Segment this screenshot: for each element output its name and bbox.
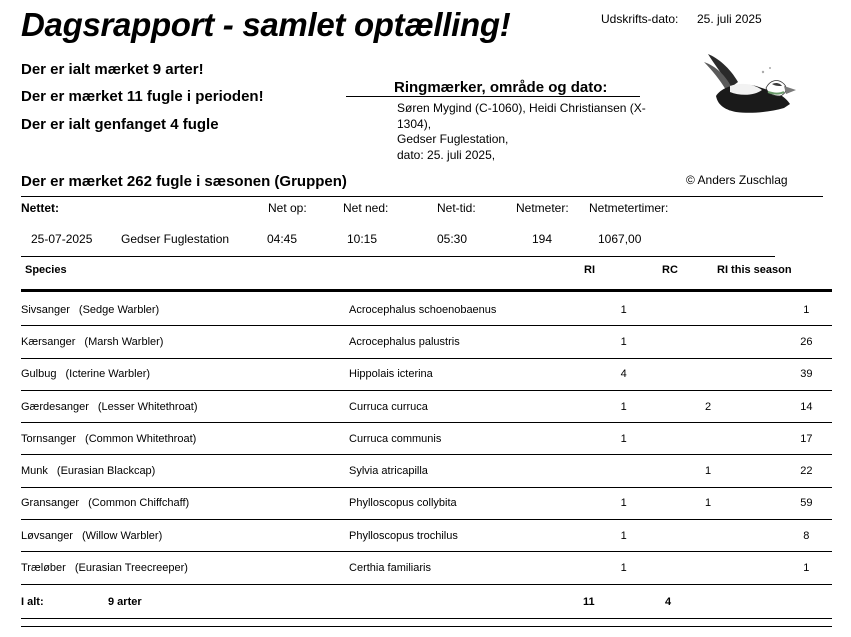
species-name-cell <box>21 423 349 455</box>
net-time-value: 05:30 <box>437 232 468 246</box>
total-label: I alt: <box>21 596 44 608</box>
table-row <box>21 520 832 552</box>
ri-header: RI <box>584 264 595 276</box>
spacer <box>721 294 781 326</box>
species-latin-name: Certhia familiaris <box>349 552 611 584</box>
species-danish-name: Gulbug <box>21 368 57 381</box>
net-time-header: Net-tid: <box>437 201 476 215</box>
net-meter-hours-value: 1067,00 <box>598 232 642 246</box>
species-name-cell <box>21 455 349 487</box>
species-ri: 1 <box>611 520 637 552</box>
ringers-location: Gedser Fuglestation, <box>397 132 509 146</box>
spacer <box>636 487 695 519</box>
species-danish-name: Kærsanger <box>21 335 76 348</box>
species-english-name: (Common Whitethroat) <box>85 432 197 445</box>
species-ri: 1 <box>611 390 637 422</box>
ringers-date: dato: 25. juli 2025, <box>397 147 496 162</box>
species-name-cell <box>21 390 349 422</box>
spacer <box>636 455 695 487</box>
spacer <box>721 358 781 390</box>
net-divider <box>21 196 823 197</box>
print-date-label: Udskrifts-dato: <box>601 12 679 26</box>
total-bottom-rule <box>21 626 832 627</box>
total-top-rule <box>21 618 832 619</box>
spacer <box>721 326 781 358</box>
species-latin-name: Curruca communis <box>349 423 611 455</box>
species-danish-name: Munk <box>21 465 48 478</box>
species-ri: 1 <box>611 487 637 519</box>
copyright: © Anders Zuschlag <box>686 173 788 187</box>
summary-species: Der er ialt mærket 9 arter! <box>21 61 204 78</box>
species-latin-name: Acrocephalus palustris <box>349 326 611 358</box>
species-latin-name: Hippolais icterina <box>349 358 611 390</box>
species-rc <box>695 326 721 358</box>
table-row <box>21 358 832 390</box>
table-header-rule <box>21 289 832 292</box>
spacer <box>721 390 781 422</box>
species-ri <box>611 455 637 487</box>
species-name-cell <box>21 520 349 552</box>
species-danish-name: Gærdesanger <box>21 400 89 413</box>
species-ri: 4 <box>611 358 637 390</box>
species-danish-name: Gransanger <box>21 497 80 510</box>
table-row <box>21 455 832 487</box>
species-season: 1 <box>781 552 832 584</box>
net-label: Nettet: <box>21 201 59 215</box>
spacer <box>636 326 695 358</box>
species-rc <box>695 520 721 552</box>
table-row <box>21 326 832 358</box>
species-ri: 1 <box>611 294 637 326</box>
species-latin-name: Phylloscopus trochilus <box>349 520 611 552</box>
species-danish-name: Sivsanger <box>21 303 70 316</box>
total-species: 9 arter <box>108 596 142 608</box>
ringers-names: Søren Mygind (C-1060), Heidi Christiansen (X-1304), <box>397 101 646 131</box>
net-up-header: Net op: <box>268 201 307 215</box>
spacer <box>636 358 695 390</box>
rc-header: RC <box>662 264 678 276</box>
spacer <box>721 520 781 552</box>
print-date-value: 25. juli 2025 <box>697 12 762 26</box>
spacer <box>721 552 781 584</box>
species-season: 59 <box>781 487 832 519</box>
species-english-name: (Eurasian Treecreeper) <box>74 562 188 575</box>
species-latin-name: Curruca curruca <box>349 390 611 422</box>
species-english-name: (Lesser Whitethroat) <box>97 400 198 413</box>
ringers-text <box>397 101 677 163</box>
species-season: 8 <box>781 520 832 552</box>
species-latin-name: Sylvia atricapilla <box>349 455 611 487</box>
species-rc <box>695 358 721 390</box>
table-row <box>21 487 832 519</box>
species-table <box>21 294 832 585</box>
species-danish-name: Løvsanger <box>21 529 73 542</box>
species-season: 17 <box>781 423 832 455</box>
season-header: RI this season <box>717 264 792 276</box>
total-rc: 4 <box>665 596 672 608</box>
table-row <box>21 294 832 326</box>
ringers-heading: Ringmærker, område og dato: <box>394 79 608 96</box>
spacer <box>721 423 781 455</box>
species-name-cell <box>21 487 349 519</box>
species-season: 14 <box>781 390 832 422</box>
table-row <box>21 423 832 455</box>
species-season: 22 <box>781 455 832 487</box>
spacer <box>636 552 695 584</box>
species-rc: 1 <box>695 455 721 487</box>
net-down-header: Net ned: <box>343 201 389 215</box>
species-rc: 2 <box>695 390 721 422</box>
species-latin-name: Phylloscopus collybita <box>349 487 611 519</box>
species-name-cell <box>21 326 349 358</box>
species-english-name: (Willow Warbler) <box>81 529 163 542</box>
species-danish-name: Træløber <box>21 562 66 575</box>
species-rc <box>695 423 721 455</box>
species-name-cell <box>21 358 349 390</box>
spacer <box>636 390 695 422</box>
species-name-cell <box>21 552 349 584</box>
table-row <box>21 390 832 422</box>
species-header: Species <box>25 264 67 276</box>
summary-birds: Der er mærket 11 fugle i perioden! <box>21 88 264 105</box>
species-season: 39 <box>781 358 832 390</box>
net-meters-header: Netmeter: <box>516 201 569 215</box>
net-meters-value: 194 <box>532 232 553 246</box>
table-row <box>21 552 832 584</box>
spacer <box>721 455 781 487</box>
species-latin-name: Acrocephalus schoenobaenus <box>349 294 611 326</box>
season-total: Der er mærket 262 fugle i sæsonen (Gruppen) <box>21 173 347 190</box>
total-ri: 11 <box>583 596 595 608</box>
species-ri: 1 <box>611 423 637 455</box>
net-up-value: 04:45 <box>267 232 298 246</box>
species-english-name: (Sedge Warbler) <box>78 303 160 316</box>
page-title: Dagsrapport - samlet optælling! <box>21 6 511 43</box>
eider-duck-icon <box>700 52 800 126</box>
spacer <box>636 294 695 326</box>
species-english-name: (Eurasian Blackcap) <box>56 465 156 478</box>
species-name-cell <box>21 294 349 326</box>
net-location: Gedser Fuglestation <box>121 232 230 246</box>
spacer <box>721 487 781 519</box>
species-season: 26 <box>781 326 832 358</box>
species-english-name: (Common Chiffchaff) <box>88 497 190 510</box>
species-english-name: (Marsh Warbler) <box>84 335 164 348</box>
net-down-value: 10:15 <box>347 232 378 246</box>
species-ri: 1 <box>611 552 637 584</box>
species-ri: 1 <box>611 326 637 358</box>
ringers-underline <box>346 96 640 97</box>
net-date: 25-07-2025 <box>31 232 93 246</box>
species-danish-name: Tornsanger <box>21 432 77 445</box>
net-bottom-line <box>21 256 775 257</box>
species-rc <box>695 552 721 584</box>
net-meter-hours-header: Netmetertimer: <box>589 201 669 215</box>
summary-recaptured: Der er ialt genfanget 4 fugle <box>21 116 219 133</box>
species-rc <box>695 294 721 326</box>
species-english-name: (Icterine Warbler) <box>65 368 151 381</box>
spacer <box>636 520 695 552</box>
species-season: 1 <box>781 294 832 326</box>
spacer <box>636 423 695 455</box>
species-rc: 1 <box>695 487 721 519</box>
